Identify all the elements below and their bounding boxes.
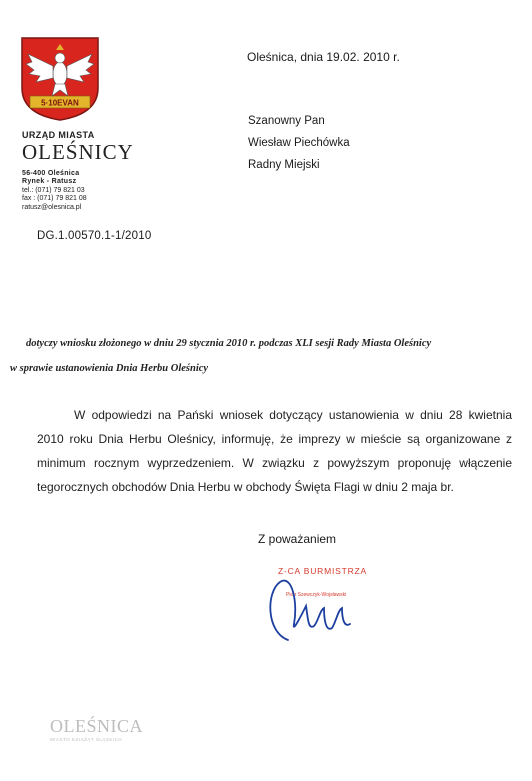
- stamp-title: Z-CA BURMISTRZA: [278, 566, 367, 576]
- recipient-role: Radny Miejski: [248, 159, 320, 171]
- office-title: URZĄD MIASTA: [22, 130, 95, 140]
- footer-logo-name: OLEŚNICA: [50, 716, 143, 736]
- footer-logo: [50, 716, 143, 742]
- coat-of-arms-icon: [20, 36, 100, 122]
- office-city: OLEŚNICY: [22, 140, 134, 164]
- letter-body: [37, 403, 512, 499]
- address-fax: fax : (071) 79 821 08: [22, 195, 87, 203]
- place-date: Oleśnica, dnia 19.02. 2010 r.: [247, 50, 400, 64]
- body-paragraph: W odpowiedzi na Pański wniosek dotyczący ustanowienia w dniu 28 kwietnia 2010 roku Dnia Herbu Oleśnicy, informuję, że imprezy w mieście są organizowane z minimum rocznym wyprzedzeniem. W związku z powyższym proponuję włączenie tegorocznych obchodów Dnia Herbu w obchody Święta Flagi w dniu 2 maja br.: [37, 408, 512, 494]
- address-postal: 56-400 Oleśnica: [22, 170, 80, 177]
- recipient-salutation: Szanowny Pan: [248, 115, 325, 127]
- stamp-name: Piotr Szewczyk-Wojsławski: [286, 592, 347, 598]
- address-email: ratusz@olesnica.pl: [22, 203, 82, 211]
- subject-line-2: w sprawie ustanowienia Dnia Herbu Oleśnicy: [10, 363, 209, 374]
- address-street: Rynek - Ratusz: [22, 178, 77, 186]
- subject-line-1: dotyczy wniosku złożonego w dniu 29 stycznia 2010 r. podczas XLI sesji Rady Miasta Oleśnicy: [26, 338, 432, 349]
- recipient-block: [248, 110, 350, 176]
- reference-number: DG.1.00570.1-1/2010: [37, 230, 152, 242]
- subject-block: [10, 331, 525, 381]
- footer-logo-tagline: MIASTO KSIĄŻĄT ŚLĄSKICH: [50, 737, 123, 742]
- recipient-name: Wiesław Piechówka: [248, 137, 350, 149]
- handwritten-signature: [258, 562, 388, 648]
- crest-banner-text: 5·10EVAN: [41, 98, 79, 108]
- address-tel: tel.: (071) 79 821 03: [22, 186, 85, 194]
- closing: Z poważaniem: [258, 532, 337, 546]
- office-address: [22, 170, 87, 212]
